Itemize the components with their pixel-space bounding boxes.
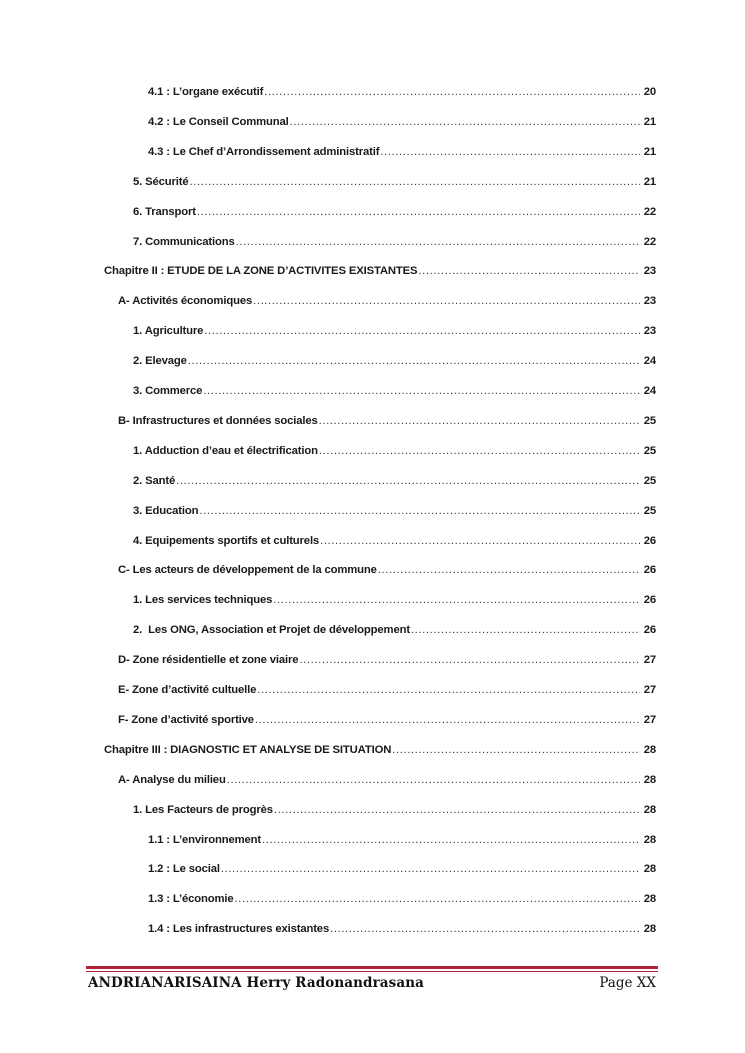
toc-entry-page-number: 25 xyxy=(643,414,656,427)
footer-rule-thin xyxy=(86,971,658,972)
toc-entry-label: 5. Sécurité xyxy=(133,175,189,188)
toc-entry-label: 1.2 : Le social xyxy=(148,863,220,876)
toc-dot-leader xyxy=(319,445,640,457)
toc-dot-leader xyxy=(188,355,640,367)
toc-entry-label: 1.4 : Les infrastructures existantes xyxy=(148,923,330,936)
footer-author: ANDRIANARISAINA Herry Radonandrasana xyxy=(88,975,424,991)
toc-entry-page-number: 22 xyxy=(643,205,656,218)
toc-dot-leader xyxy=(299,654,640,666)
toc-dot-leader xyxy=(411,624,640,636)
toc-dot-leader xyxy=(273,594,640,606)
toc-entry-page-number: 28 xyxy=(643,863,656,876)
toc-entry-page-number: 28 xyxy=(643,773,656,786)
toc-entry-page-number: 21 xyxy=(643,145,656,158)
toc-entry-label: 3. Commerce xyxy=(133,385,203,397)
toc-entry[interactable] xyxy=(0,475,656,495)
footer-page-number: Page XX xyxy=(599,975,656,991)
toc-entry-page-number: 27 xyxy=(643,713,656,726)
toc-entry-page-number: 28 xyxy=(643,833,656,846)
toc-entry-label: 2. Les ONG, Association et Projet de développement xyxy=(133,624,410,637)
toc-entry[interactable] xyxy=(0,206,656,226)
toc-entry[interactable] xyxy=(0,295,656,315)
toc-entry-label: 1.3 : L’économie xyxy=(148,893,234,906)
toc-entry-label: 3. Education xyxy=(133,504,199,517)
toc-dot-leader xyxy=(378,564,640,576)
toc-entry[interactable] xyxy=(0,923,656,943)
toc-entry-page-number: 23 xyxy=(643,295,656,308)
footer-rule-thick xyxy=(86,966,658,969)
toc-entry-label: 4.2 : Le Conseil Communal xyxy=(148,115,289,128)
toc-entry[interactable] xyxy=(0,355,656,375)
toc-entry-page-number: 20 xyxy=(643,86,656,98)
toc-entry-label: 1.1 : L’environnement xyxy=(148,833,261,846)
toc-entry[interactable] xyxy=(0,505,656,525)
toc-entry-page-number: 21 xyxy=(643,175,656,188)
toc-entry-page-number: 24 xyxy=(643,355,656,368)
toc-dot-leader xyxy=(190,176,641,188)
toc-entry[interactable] xyxy=(0,684,656,704)
toc-entry-label: 1. Agriculture xyxy=(133,325,204,338)
toc-entry-label: A- Analyse du milieu xyxy=(118,773,226,786)
toc-entry[interactable] xyxy=(0,535,656,555)
toc-entry-label: B- Infrastructures et données sociales xyxy=(118,414,318,427)
toc-entry[interactable] xyxy=(0,445,656,465)
toc-dot-leader xyxy=(380,146,640,158)
toc-entry-label: C- Les acteurs de développement de la commune xyxy=(118,564,377,577)
toc-entry-page-number: 28 xyxy=(643,923,656,936)
toc-entry-page-number: 28 xyxy=(643,803,656,816)
toc-dot-leader xyxy=(221,863,640,875)
toc-dot-leader xyxy=(236,236,640,248)
toc-entry-page-number: 27 xyxy=(643,684,656,696)
toc-entry[interactable] xyxy=(0,116,656,136)
toc-dot-leader xyxy=(203,385,640,397)
toc-entry[interactable] xyxy=(0,744,656,764)
toc-entry-page-number: 25 xyxy=(643,504,656,517)
toc-dot-leader xyxy=(319,415,640,427)
toc-dot-leader xyxy=(204,325,640,337)
toc-entry[interactable] xyxy=(0,654,656,674)
toc-dot-leader xyxy=(255,714,640,726)
toc-entry-label: A- Activités économiques xyxy=(118,295,253,308)
toc-entry-page-number: 22 xyxy=(643,235,656,248)
toc-dot-leader xyxy=(227,774,640,786)
toc-dot-leader xyxy=(330,923,640,935)
toc-entry-label: 7. Communications xyxy=(133,235,235,248)
toc-entry[interactable] xyxy=(0,624,656,644)
toc-entry-page-number: 26 xyxy=(643,534,656,547)
toc-entry[interactable] xyxy=(0,236,656,256)
toc-dot-leader xyxy=(290,116,640,128)
toc-entry[interactable] xyxy=(0,265,656,285)
toc-entry-page-number: 21 xyxy=(643,115,656,128)
toc-entry-label: E- Zone d’activité cultuelle xyxy=(118,684,257,696)
toc-entry-label: 1. Les Facteurs de progrès xyxy=(133,803,273,816)
toc-entry-page-number: 26 xyxy=(643,594,656,607)
toc-entry-page-number: 25 xyxy=(643,444,656,457)
toc-dot-leader xyxy=(197,206,640,218)
toc-entry-page-number: 23 xyxy=(643,325,656,338)
toc-entry[interactable] xyxy=(0,774,656,794)
toc-dot-leader xyxy=(176,475,640,487)
toc-entry[interactable] xyxy=(0,564,656,584)
toc-entry-page-number: 23 xyxy=(643,265,656,278)
toc-entry[interactable] xyxy=(0,594,656,614)
toc-entry-label: 4.1 : L’organe exécutif xyxy=(148,86,264,98)
toc-entry[interactable] xyxy=(0,863,656,883)
toc-entry-page-number: 27 xyxy=(643,654,656,667)
toc-dot-leader xyxy=(257,684,640,696)
toc-entry-label: 4.3 : Le Chef d’Arrondissement administratif xyxy=(148,145,380,158)
toc-dot-leader xyxy=(418,265,640,277)
toc-dot-leader xyxy=(199,505,640,517)
toc-entry-label: D- Zone résidentielle et zone viaire xyxy=(118,654,299,667)
toc-entry-page-number: 26 xyxy=(643,564,656,577)
toc-dot-leader xyxy=(253,295,640,307)
toc-entry[interactable] xyxy=(0,86,656,106)
toc-dot-leader xyxy=(392,744,640,756)
toc-entry[interactable] xyxy=(0,893,656,913)
toc-dot-leader xyxy=(320,535,640,547)
toc-entry-label: Chapitre III : DIAGNOSTIC ET ANALYSE DE SITUATION xyxy=(104,743,392,756)
toc-entry-label: F- Zone d’activité sportive xyxy=(118,713,254,726)
toc-entry-label: 4. Equipements sportifs et culturels xyxy=(133,534,320,547)
toc-dot-leader xyxy=(274,804,640,816)
toc-entry[interactable] xyxy=(0,804,656,824)
toc-entry-page-number: 28 xyxy=(643,743,656,756)
toc-entry-label: 2. Santé xyxy=(133,474,176,487)
toc-entry-label: 6. Transport xyxy=(133,205,196,218)
toc-entry-page-number: 26 xyxy=(643,624,656,637)
toc-entry[interactable] xyxy=(0,415,656,435)
toc-entry[interactable] xyxy=(0,325,656,345)
toc-entry-label: 1. Les services techniques xyxy=(133,594,273,607)
toc-dot-leader xyxy=(235,893,641,905)
toc-entry-label: 2. Elevage xyxy=(133,355,187,368)
toc-entry[interactable] xyxy=(0,714,656,734)
toc-entry-page-number: 24 xyxy=(643,385,656,397)
toc-entry-page-number: 28 xyxy=(643,893,656,906)
toc-entry-label: 1. Adduction d’eau et électrification xyxy=(133,444,318,457)
toc-dot-leader xyxy=(262,834,640,846)
toc-dot-leader xyxy=(264,86,640,98)
toc-entry[interactable] xyxy=(0,176,656,196)
toc-entry[interactable] xyxy=(0,385,656,405)
toc-entry[interactable] xyxy=(0,146,656,166)
toc-entry[interactable] xyxy=(0,834,656,854)
toc-entry-label: Chapitre II : ETUDE DE LA ZONE D’ACTIVITES EXISTANTES xyxy=(104,265,418,278)
toc-entry-page-number: 25 xyxy=(643,474,656,487)
